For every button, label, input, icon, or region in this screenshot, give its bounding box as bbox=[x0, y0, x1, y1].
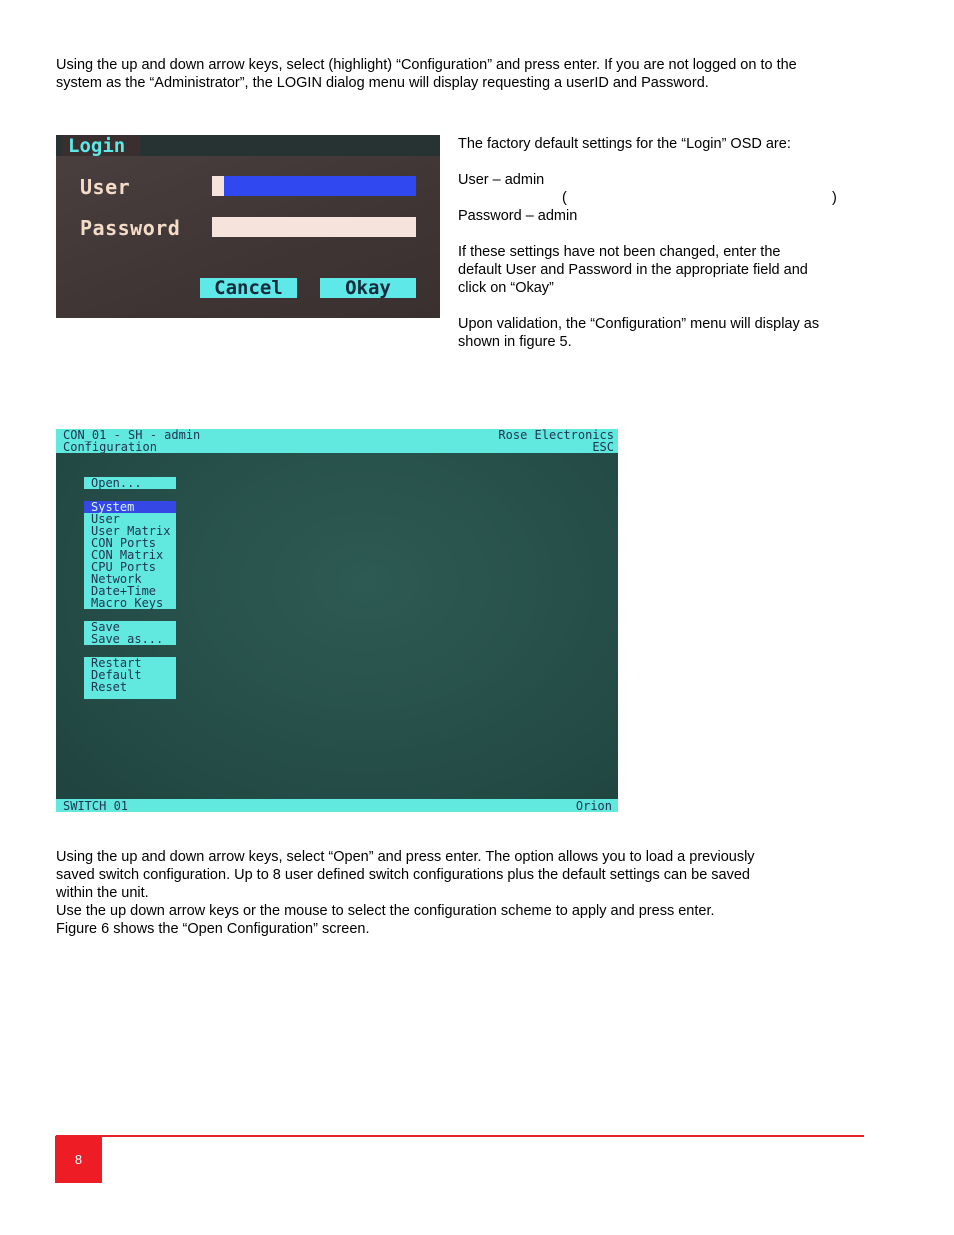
login-title: Login bbox=[68, 135, 126, 157]
password-label: Password bbox=[80, 216, 181, 240]
menu-item-save: Save bbox=[91, 620, 120, 634]
configuration-menu-screenshot bbox=[56, 429, 618, 812]
defaults-line-3b: shown in figure 5. bbox=[458, 334, 572, 350]
user-field bbox=[212, 176, 416, 196]
menu-item-user: User bbox=[91, 512, 120, 526]
defaults-line-3a: Upon validation, the “Configuration” menu will display as bbox=[458, 316, 820, 332]
defaults-line-2b: default User and Password in the appropriate field and bbox=[458, 262, 808, 278]
menu-item-cpu-ports: CPU Ports bbox=[91, 560, 157, 574]
config-subheader-left: Configuration bbox=[63, 440, 157, 454]
defaults-line-2c: click on “Okay” bbox=[458, 280, 554, 296]
open-menu-box bbox=[84, 477, 176, 489]
footer-divider bbox=[56, 1135, 864, 1137]
body-line-1: Using the up and down arrow keys, select “Open” and press enter. The option allows you to load a previously bbox=[56, 849, 755, 865]
open-instructions bbox=[56, 848, 876, 938]
config-footer-bar bbox=[56, 799, 618, 812]
user-label: User bbox=[80, 175, 131, 199]
config-subheader-right: ESC bbox=[592, 440, 614, 454]
body-line-2: saved switch configuration. Up to 8 user defined switch configurations plus the default settings can be saved bbox=[56, 867, 750, 883]
login-dialog-screenshot bbox=[56, 135, 440, 318]
body-line-4: Use the up down arrow keys or the mouse to select the configuration scheme to apply and press enter. bbox=[56, 903, 715, 919]
intro-line-1: Using the up and down arrow keys, select (highlight) “Configuration” and press enter. If you are not logged on to the bbox=[56, 57, 797, 73]
menu-item-reset: Reset bbox=[91, 680, 128, 694]
okay-button: Okay bbox=[320, 278, 416, 298]
menu-item-default: Default bbox=[91, 668, 142, 682]
reset-menu-box bbox=[84, 657, 176, 699]
default-password: Password – admin bbox=[458, 208, 578, 224]
menu-item-con-ports: CON Ports bbox=[91, 536, 157, 550]
save-menu-box bbox=[84, 621, 176, 645]
config-footer-left: SWITCH_01 bbox=[63, 799, 129, 812]
paren-open: ( bbox=[562, 190, 567, 206]
menu-item-system: System bbox=[84, 501, 176, 513]
intro-paragraph bbox=[56, 56, 876, 92]
menu-item-restart: Restart bbox=[91, 656, 142, 670]
body-line-5: Figure 6 shows the “Open Configuration” screen. bbox=[56, 921, 370, 937]
menu-item-open: Open... bbox=[91, 476, 142, 490]
defaults-line-2a: If these settings have not been changed, enter the bbox=[458, 244, 781, 260]
paren-close: ) bbox=[832, 190, 837, 206]
menu-item-con-matrix: CON Matrix bbox=[91, 548, 164, 562]
intro-line-2: system as the “Administrator”, the LOGIN dialog menu will display requesting a userID and Password. bbox=[56, 75, 709, 91]
config-header-left: CON_01 - SH - admin bbox=[63, 429, 201, 442]
body-line-3: within the unit. bbox=[56, 885, 149, 901]
default-user: User – admin bbox=[458, 172, 545, 188]
config-header-right: Rose Electronics bbox=[498, 429, 614, 442]
password-field bbox=[212, 217, 416, 237]
defaults-intro: The factory default settings for the “Login” OSD are: bbox=[458, 136, 791, 152]
cancel-button: Cancel bbox=[200, 278, 297, 298]
menu-item-save-as: Save as... bbox=[91, 632, 164, 646]
menu-item-macro-keys: Macro Keys bbox=[91, 596, 164, 610]
config-footer-right: Orion bbox=[575, 799, 612, 812]
menu-item-user-matrix: User Matrix bbox=[91, 524, 171, 538]
settings-menu-box bbox=[84, 501, 176, 609]
menu-item-date-time: Date+Time bbox=[91, 584, 157, 598]
page-number: 8 bbox=[55, 1136, 102, 1183]
menu-item-network: Network bbox=[91, 572, 142, 586]
